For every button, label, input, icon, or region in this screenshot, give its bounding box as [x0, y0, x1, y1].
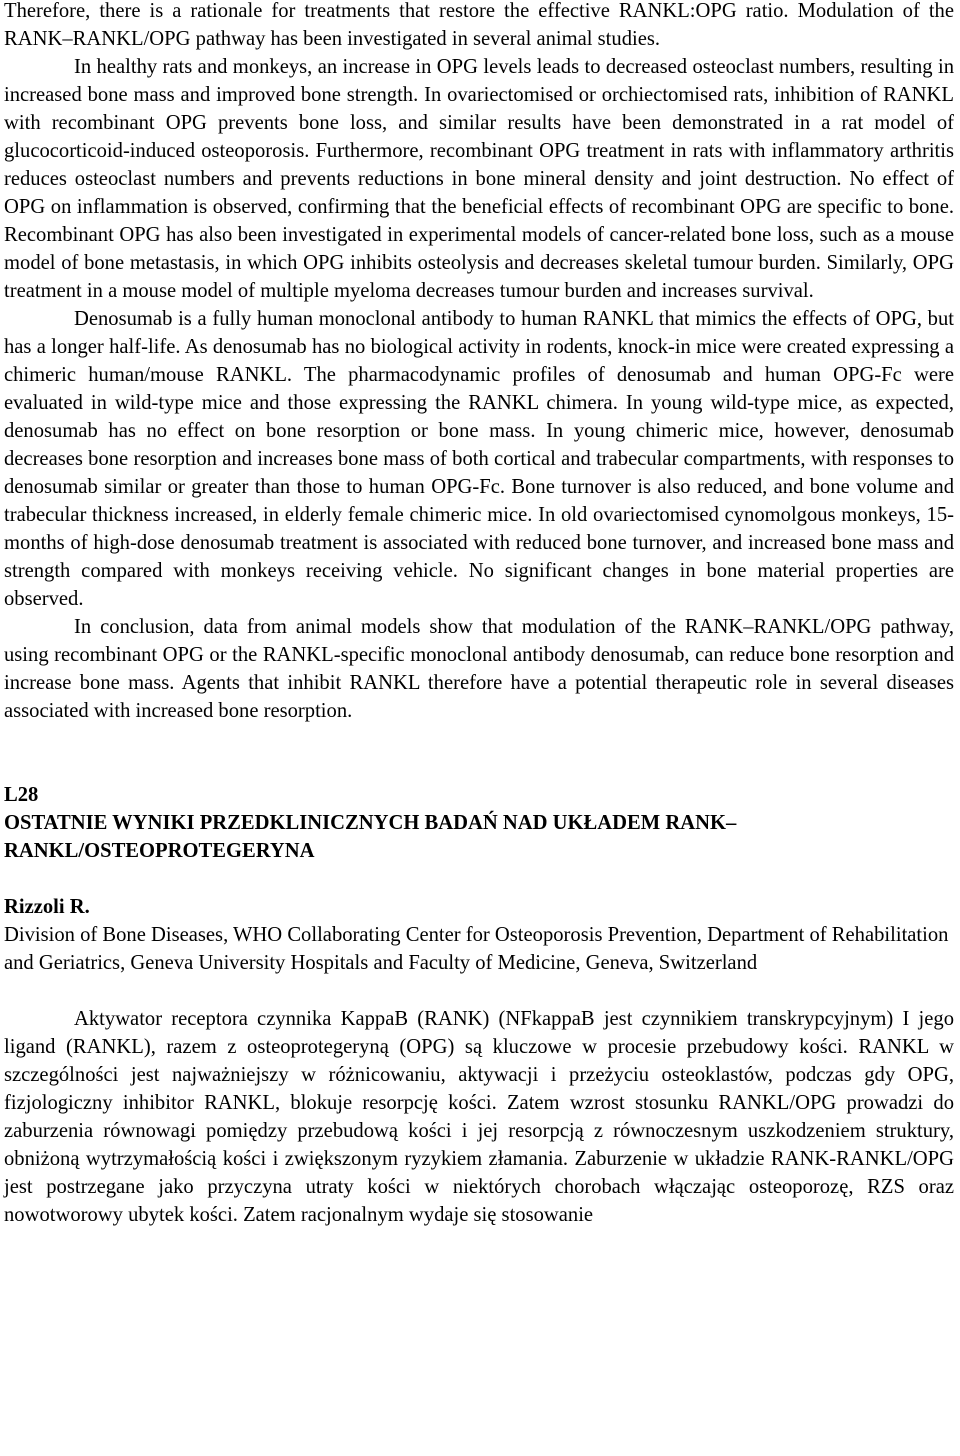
affiliation: Division of Bone Diseases, WHO Collaborating Center for Osteoporosis Prevention, Department of Rehabilitation and Geriatrics, Geneva University Hospitals and Faculty of Medicine, Geneva, Switzerland [4, 924, 949, 974]
body-paragraph-1: Therefore, there is a rationale for treatments that restore the effective RANKL:OPG ratio. Modulation of the RANK–RANKL/OPG pathway has been investigated in several animal studies. [4, 0, 954, 50]
section-gap [4, 725, 954, 781]
abstract-paragraph-pl: Aktywator receptora czynnika KappaB (RANK) (NFkappaB jest czynnikiem transkrypcyjnym) I jego ligand (RANKL), razem z osteoprotegeryną (OPG) są kluczowe w procesie przebudowy kości. RANKL w szczególności jest najważniejszy w różnicowaniu, aktywacji i przeżyciu osteoklastów, podczas gdy OPG, fizjologiczny inhibitor RANKL, blokuje resorpcję kości. Zatem wzrost stosunku RANKL/OPG prowadzi do zaburzenia równowagi pomiędzy przebudową kości i jej resorpcją z równoczesnym uszkodzeniem struktury, obniżoną wytrzymałością kości i zwiększonym ryzykiem złamania. Zaburzenie w układzie RANK-RANKL/OPG jest postrzegane jako przyczyna utraty kości w niektórych chorobach włączając osteoporozę, RZS oraz nowotworowy ubytek kości. Zatem racjonalnym wydaje się stosowanie [4, 1008, 954, 1226]
title-gap [4, 865, 954, 893]
abstract-gap [4, 977, 954, 1005]
body-paragraph-4: In conclusion, data from animal models show that modulation of the RANK–RANKL/OPG pathway, using recombinant OPG or the RANKL-specific monoclonal antibody denosumab, can reduce bone resorption and increase bone mass. Agents that inhibit RANKL therefore have a potential therapeutic role in several diseases associated with increased bone resorption. [4, 616, 954, 722]
document-page [4, 0, 954, 1229]
author: Rizzoli R. [4, 896, 90, 918]
body-paragraph-3: Denosumab is a fully human monoclonal antibody to human RANKL that mimics the effects of OPG, but has a longer half-life. As denosumab has no biological activity in rodents, knock-in mice were created expressing a chimeric human/mouse RANKL. The pharmacodynamic profiles of denosumab and human OPG-Fc were evaluated in wild-type mice and those expressing the RANKL chimera. In young wild-type mice, as expected, denosumab has no effect on bone resorption or bone mass. In young chimeric mice, however, denosumab decreases bone resorption and increases bone mass of both cortical and trabecular compartments, with responses to denosumab similar or greater than those to human OPG-Fc. Bone turnover is also reduced, and bone volume and trabecular thickness increased, in elderly female chimeric mice. In old ovariectomised cynomolgous monkeys, 15-months of high-dose denosumab treatment is associated with reduced bone turnover, and increased bone mass and strength compared with monkeys receiving vehicle. No significant changes in bone material properties are observed. [4, 308, 954, 610]
section-code: L28 [4, 784, 39, 806]
section-title-line-1: OSTATNIE WYNIKI PRZEDKLINICZNYCH BADAŃ NAD UKŁADEM RANK– [4, 812, 737, 834]
section-title-line-2: RANKL/OSTEOPROTEGERYNA [4, 840, 315, 862]
body-paragraph-2: In healthy rats and monkeys, an increase in OPG levels leads to decreased osteoclast numbers, resulting in increased bone mass and improved bone strength. In ovariectomised or orchiectomised rats, inhibition of RANKL with recombinant OPG prevents bone loss, and similar results have been demonstrated in a rat model of glucocorticoid-induced osteoporosis. Furthermore, recombinant OPG treatment in rats with inflammatory arthritis reduces osteoclast numbers and prevents reductions in bone mineral density and joint destruction. No effect of OPG on inflammation is observed, confirming that the beneficial effects of recombinant OPG are specific to bone. Recombinant OPG has also been investigated in experimental models of cancer-related bone loss, such as a mouse model of bone metastasis, in which OPG inhibits osteolysis and decreases skeletal tumour burden. Similarly, OPG treatment in a mouse model of multiple myeloma decreases tumour burden and increases survival. [4, 56, 954, 302]
